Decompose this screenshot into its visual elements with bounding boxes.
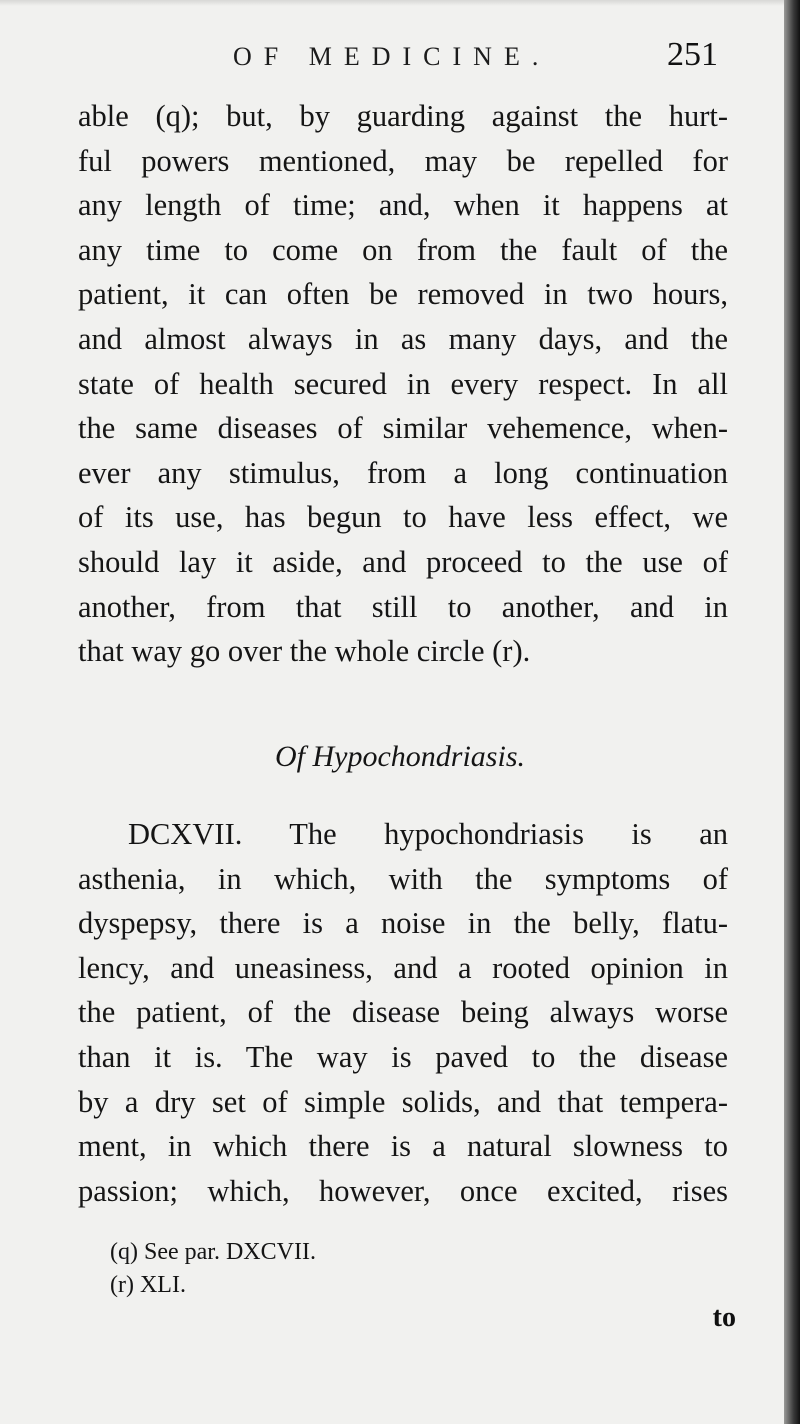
page-number: 251	[667, 36, 718, 73]
text-line: ever any stimulus, from a long continuation	[78, 455, 728, 490]
running-title: OF MEDICINE.	[233, 42, 551, 71]
paragraph-2	[78, 812, 728, 1213]
catchword: to	[712, 1302, 736, 1333]
footnote: (q) See par. DXCVII.	[110, 1239, 316, 1265]
scan-edge-top	[0, 0, 800, 6]
text-line: by a dry set of simple solids, and that tempera-	[78, 1084, 728, 1119]
scan-edge-right	[784, 0, 800, 1424]
text-line: dyspepsy, there is a noise in the belly, flatu-	[78, 906, 728, 941]
text-line: that way go over the whole circle (r).	[78, 634, 531, 669]
text-line: DCXVII. The hypochondriasis is an	[128, 817, 728, 851]
text-line: able (q); but, by guarding against the hurt-	[78, 99, 728, 133]
text-line: ful powers mentioned, may be repelled for	[78, 143, 728, 178]
text-line: lency, and uneasiness, and a rooted opinion in	[78, 950, 728, 985]
footnote: (r) XLI.	[110, 1272, 186, 1298]
text-line: of its use, has begun to have less effect, we	[78, 500, 728, 535]
text-line: patient, it can often be removed in two hours,	[78, 277, 728, 312]
paragraph-1	[78, 94, 728, 674]
text-line: any time to come on from the fault of the	[78, 232, 728, 267]
section-heading: Of Hypochondriasis.	[275, 740, 525, 773]
text-line: asthenia, in which, with the symptoms of	[78, 861, 728, 896]
running-head	[78, 36, 718, 84]
text-line: should lay it aside, and proceed to the use of	[78, 544, 728, 579]
text-line: state of health secured in every respect. In all	[78, 366, 728, 401]
footnotes	[110, 1236, 610, 1302]
text-line: any length of time; and, when it happens at	[78, 188, 728, 223]
text-line: the same diseases of similar vehemence, when-	[78, 411, 728, 446]
text-line: passion; which, however, once excited, rises	[78, 1173, 728, 1208]
text-line: ment, in which there is a natural slowness to	[78, 1129, 728, 1164]
text-line: the patient, of the disease being always worse	[78, 995, 728, 1030]
text-line: than it is. The way is paved to the disease	[78, 1039, 728, 1074]
text-line: and almost always in as many days, and the	[78, 321, 728, 356]
text-line: another, from that still to another, and in	[78, 589, 728, 624]
